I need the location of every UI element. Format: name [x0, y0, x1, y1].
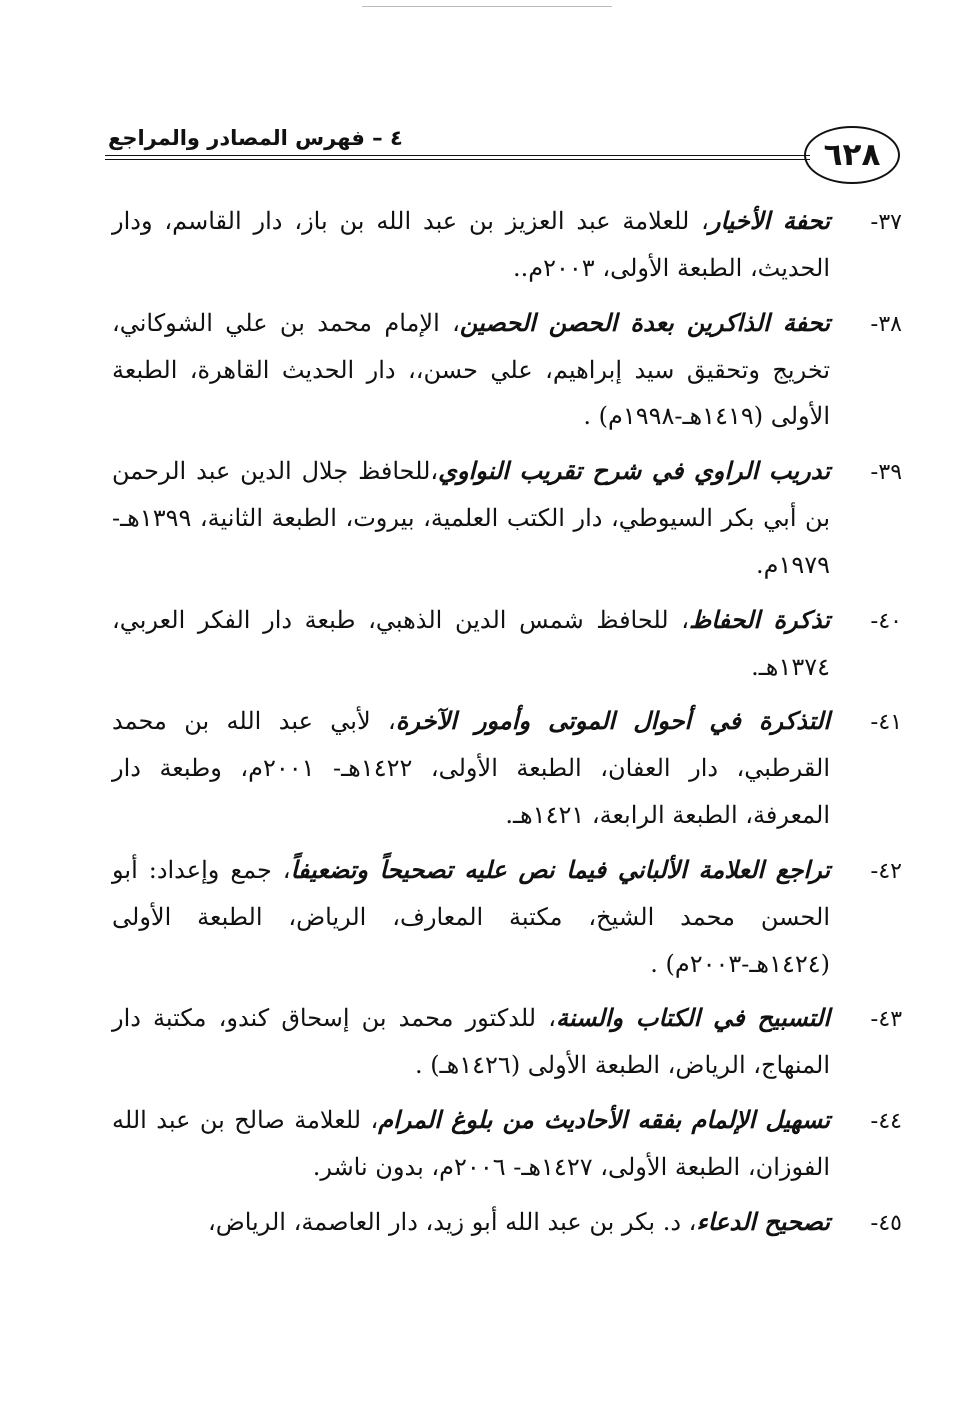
entry-title: تذكرة الحفاظ	[689, 604, 830, 634]
entry-details: ، د. بكر بن عبد الله أبو زيد، دار العاصمة، الرياض،	[207, 1207, 697, 1236]
entry-number: ٤٠-	[870, 608, 902, 634]
entry-details: ، جمع وإعداد: أبو الحسن محمد الشيخ، مكتبة المعارف، الرياض، الطبعة الأولى (١٤٢٤هـ-٢٠٠٣م) .	[112, 855, 830, 978]
bibliography-entry	[112, 448, 902, 588]
entry-number: ٤١-	[870, 710, 903, 736]
entry-title: التذكرة في أحوال الموتى وأمور الآخرة	[395, 706, 831, 736]
entry-number: ٤٥-	[870, 1210, 902, 1236]
bibliography-entry	[112, 1097, 902, 1191]
bibliography-entry	[112, 597, 902, 691]
bibliography-entry	[112, 300, 902, 440]
entry-title: التسبيح في الكتاب والسنة	[555, 1003, 831, 1033]
entry-details: ، للعلامة عبد العزيز بن عبد الله بن باز، دار القاسم، ودار الحديث، الطبعة الأولى، ٢٠٠٣م..	[112, 207, 830, 282]
entry-details: ،للحافظ جلال الدين عبد الرحمن بن أبي بكر السيوطي، دار الكتب العلمية، بيروت، الطبعة الثانية، ١٣٩٩هـ- ١٩٧٩م.	[112, 457, 830, 579]
entry-title: تصحيح الدعاء	[696, 1206, 830, 1236]
page-header	[105, 122, 900, 192]
bibliography-entry	[112, 698, 902, 838]
entry-number: ٤٣-	[870, 1007, 903, 1033]
entry-details: ، الإمام محمد بن علي الشوكاني، تخريج وتحقيق سيد إبراهيم، علي حسن،، دار الحديث القاهرة، الطبعة الأولى (١٤١٩هـ-١٩٩٨م) .	[112, 308, 830, 431]
bibliography-list	[112, 198, 902, 1254]
page-number: ٦٢٨	[804, 126, 900, 184]
entry-details: ، للعلامة صالح بن عبد الله الفوزان، الطبعة الأولى، ١٤٢٧هـ- ٢٠٠٦م، بدون ناشر.	[112, 1106, 830, 1181]
entry-title: تحفة الأخيار	[708, 206, 830, 235]
entry-number: ٤٢-	[870, 858, 902, 884]
entry-number: ٣٨-	[870, 311, 902, 337]
entry-number: ٣٧-	[870, 210, 902, 235]
header-rule	[105, 155, 810, 156]
bibliography-entry	[112, 198, 902, 292]
entry-title: تدريب الراوي في شرح تقريب النواوي	[438, 456, 831, 486]
bibliography-entry	[112, 1199, 902, 1246]
bibliography-entry	[112, 995, 902, 1089]
entry-details: ، لأبي عبد الله بن محمد القرطبي، دار العفان، الطبعة الأولى، ١٤٢٢هـ- ٢٠٠١م، وطبعة دار المعرفة، الطبعة الرابعة، ١٤٢١هـ.	[112, 707, 830, 830]
entry-title: تراجع العلامة الألباني فيما نص عليه تصحيحاً وتضعيفاً	[290, 854, 830, 884]
entry-title: تحفة الذاكرين بعدة الحصن الحصين	[459, 307, 830, 337]
entry-details: ، للحافظ شمس الدين الذهبي، طبعة دار الفكر العربي، ١٣٧٤هـ.	[112, 605, 830, 681]
entry-number: ٣٩-	[870, 460, 903, 486]
entry-number: ٤٤-	[870, 1109, 902, 1134]
section-title: ٤ – فهرس المصادر والمراجع	[108, 126, 403, 150]
header-rule	[105, 159, 810, 160]
bibliography-entry	[112, 847, 902, 987]
entry-details: ، للدكتور محمد بن إسحاق كندو، مكتبة دار المنهاج، الرياض، الطبعة الأولى (١٤٢٦هـ) .	[112, 1004, 830, 1080]
top-rule	[362, 6, 612, 7]
entry-title: تسهيل الإلمام بفقه الأحاديث من بلوغ المرام	[378, 1105, 830, 1134]
